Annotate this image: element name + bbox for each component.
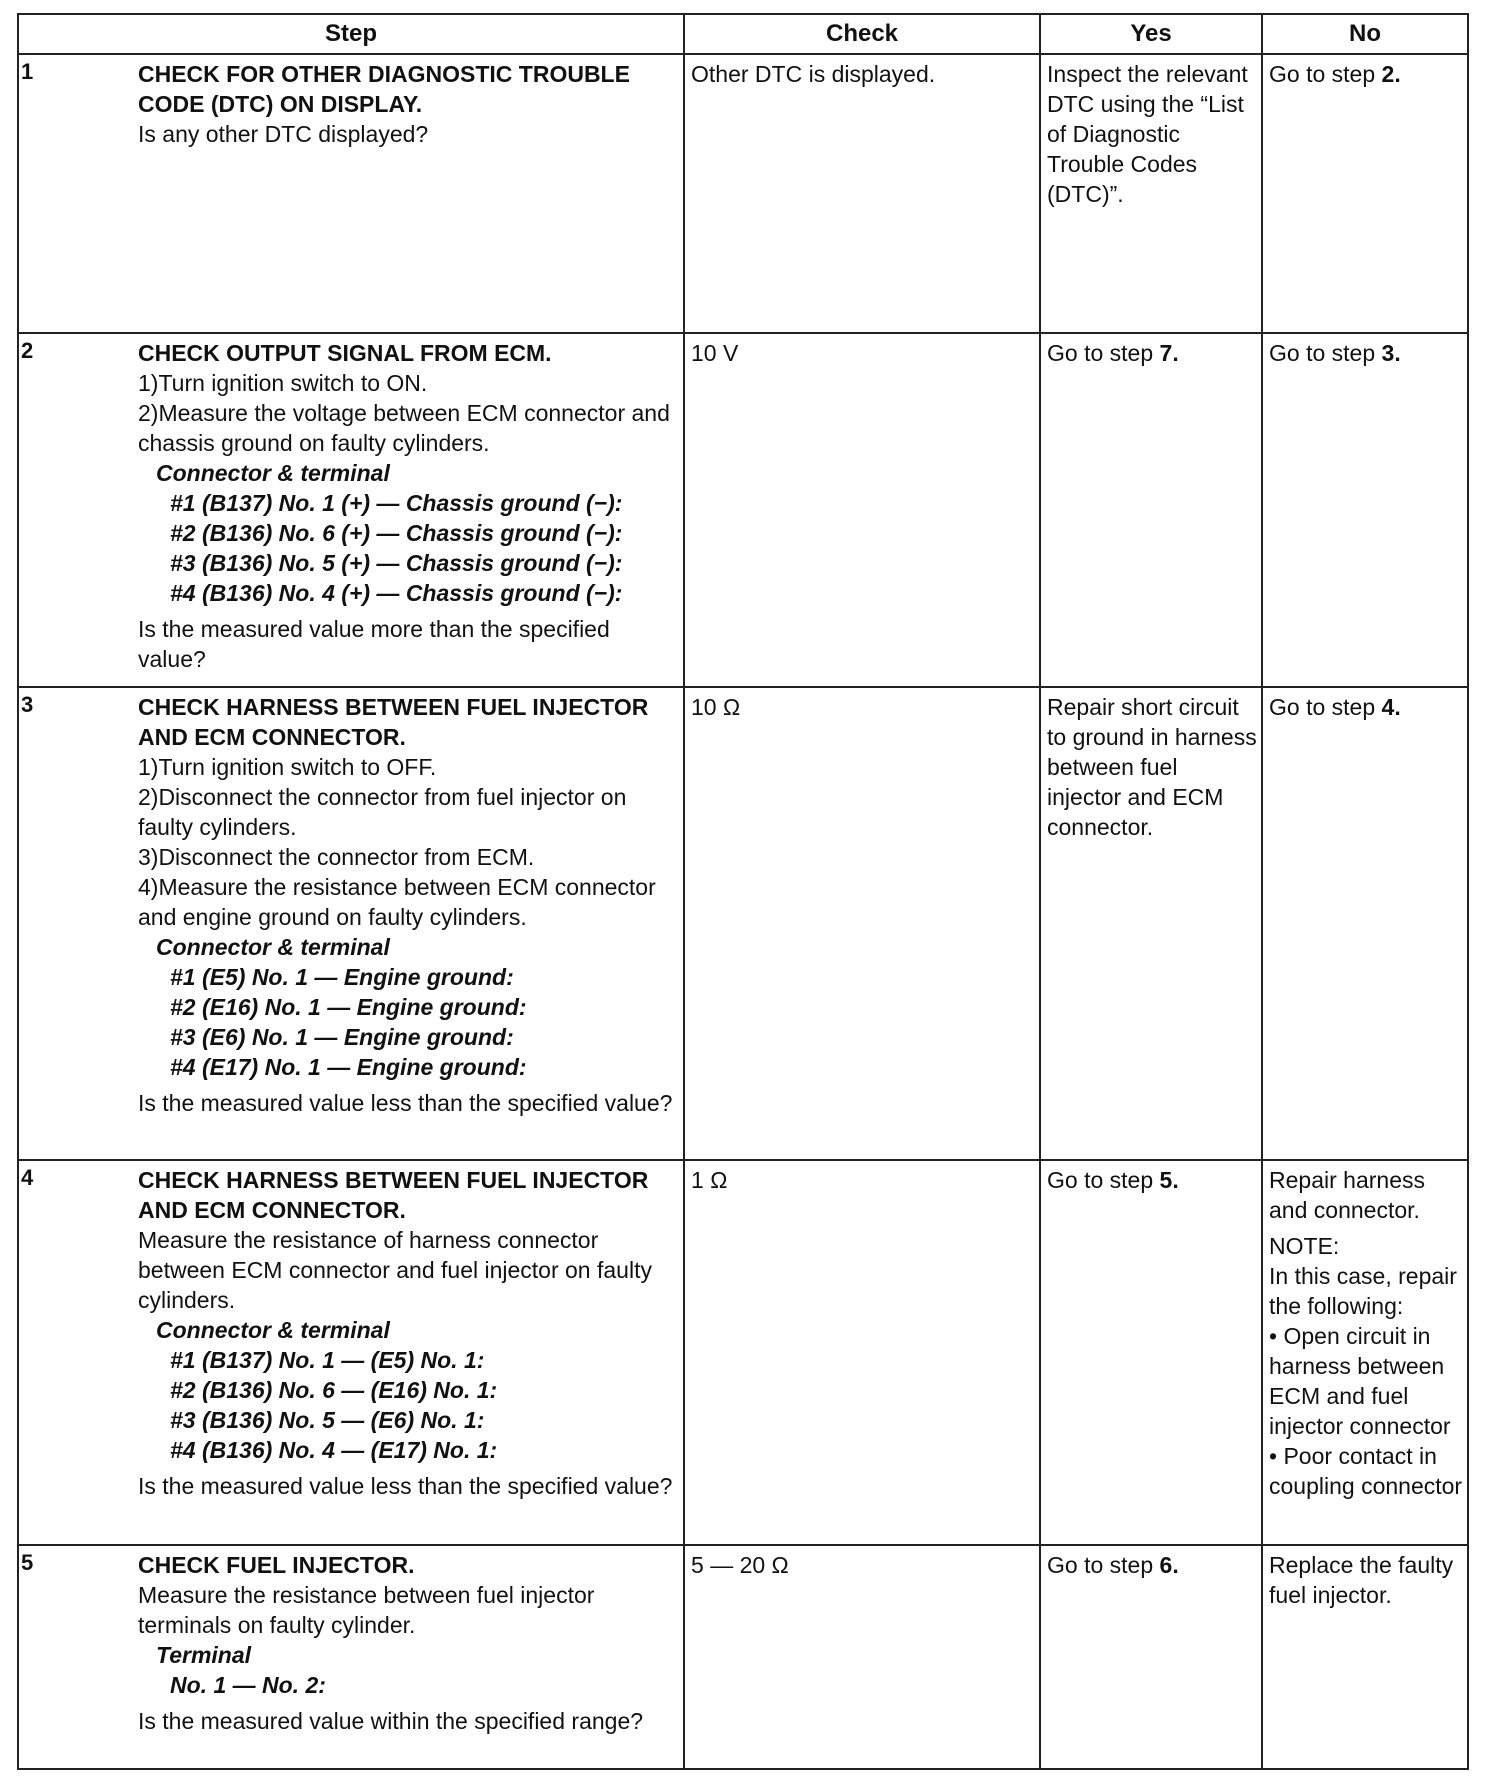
check-cell: 10 V bbox=[684, 333, 1040, 687]
connector-item: #4 (B136) No. 4 (+) — Chassis ground (−): bbox=[170, 580, 623, 607]
check-cell: Other DTC is displayed. bbox=[684, 54, 1040, 333]
connector-label: Connector & terminal bbox=[156, 460, 390, 487]
connector-item: #1 (B137) No. 1 (+) — Chassis ground (−): bbox=[170, 490, 623, 517]
no-cell bbox=[1262, 54, 1468, 333]
yes-prefix: Go to step bbox=[1047, 1552, 1154, 1578]
step-question: Is the measured value less than the specified value? bbox=[138, 1473, 673, 1500]
header-check: Check bbox=[684, 14, 1040, 54]
step-number: 5 bbox=[18, 1545, 136, 1769]
step-title: CHECK HARNESS BETWEEN FUEL INJECTOR AND ECM CONNECTOR. bbox=[138, 1167, 649, 1224]
connector-item: #1 (B137) No. 1 — (E5) No. 1: bbox=[170, 1347, 485, 1374]
step-line: 4)Measure the resistance between ECM connector and engine ground on faulty cylinders. bbox=[138, 874, 656, 930]
bullet-item: • Poor contact in coupling connector bbox=[1269, 1441, 1463, 1501]
step-description bbox=[136, 1160, 684, 1545]
step-line: Measure the resistance of harness connector between ECM connector and fuel injector on faulty cylinders. bbox=[138, 1227, 652, 1314]
step-line: 2)Measure the voltage between ECM connector and chassis ground on faulty cylinders. bbox=[138, 400, 670, 457]
yes-step-ref: 6. bbox=[1159, 1552, 1179, 1578]
header-no: No bbox=[1262, 14, 1468, 54]
no-step-ref: 3. bbox=[1381, 340, 1401, 367]
note-text: In this case, repair the following: bbox=[1269, 1263, 1457, 1320]
table-row bbox=[18, 687, 1468, 1160]
step-line: Measure the resistance between fuel injector terminals on faulty cylinder. bbox=[138, 1582, 595, 1638]
yes-step-ref: 5. bbox=[1159, 1167, 1179, 1194]
step-description bbox=[136, 333, 684, 687]
step-description bbox=[136, 1545, 684, 1769]
no-prefix: Go to step bbox=[1269, 340, 1376, 367]
step-number: 1 bbox=[18, 54, 136, 333]
no-text: Repair harness and connector. bbox=[1269, 1167, 1425, 1224]
no-cell bbox=[1262, 333, 1468, 687]
step-line: 2)Disconnect the connector from fuel injector on faulty cylinders. bbox=[138, 784, 627, 840]
step-line: 3)Disconnect the connector from ECM. bbox=[138, 844, 535, 870]
header-row bbox=[18, 14, 1468, 54]
connector-item: #2 (E16) No. 1 — Engine ground: bbox=[170, 994, 527, 1020]
yes-prefix: Go to step bbox=[1047, 340, 1154, 367]
bullet-item: • Open circuit in harness between ECM and fuel injector connector bbox=[1269, 1321, 1463, 1441]
step-number: 3 bbox=[18, 687, 136, 1160]
connector-item: #2 (B136) No. 6 (+) — Chassis ground (−): bbox=[170, 520, 623, 547]
yes-cell: Inspect the relevant DTC using the “List of Diagnostic Trouble Codes (DTC)”. bbox=[1040, 54, 1262, 333]
yes-cell bbox=[1040, 333, 1262, 687]
header-yes: Yes bbox=[1040, 14, 1262, 54]
step-number: 4 bbox=[18, 1160, 136, 1545]
no-step-ref: 4. bbox=[1381, 694, 1401, 720]
yes-cell bbox=[1040, 1545, 1262, 1769]
connector-item: #3 (E6) No. 1 — Engine ground: bbox=[170, 1024, 514, 1050]
step-line: Is any other DTC displayed? bbox=[138, 121, 429, 147]
no-cell bbox=[1262, 687, 1468, 1160]
no-prefix: Go to step bbox=[1269, 61, 1376, 87]
connector-item: #3 (B136) No. 5 — (E6) No. 1: bbox=[170, 1407, 485, 1434]
note-label: NOTE: bbox=[1269, 1233, 1340, 1260]
connector-item: #1 (E5) No. 1 — Engine ground: bbox=[170, 964, 514, 990]
table-row bbox=[18, 1160, 1468, 1545]
step-question: Is the measured value within the specified range? bbox=[138, 1708, 644, 1734]
step-title: CHECK HARNESS BETWEEN FUEL INJECTOR AND ECM CONNECTOR. bbox=[138, 694, 649, 750]
check-cell: 1 Ω bbox=[684, 1160, 1040, 1545]
step-title: CHECK OUTPUT SIGNAL FROM ECM. bbox=[138, 340, 552, 367]
connector-item: #3 (B136) No. 5 (+) — Chassis ground (−): bbox=[170, 550, 623, 577]
no-step-ref: 2. bbox=[1381, 61, 1401, 87]
connector-item: #2 (B136) No. 6 — (E16) No. 1: bbox=[170, 1377, 498, 1404]
connector-item: #4 (B136) No. 4 — (E17) No. 1: bbox=[170, 1437, 498, 1464]
step-line: 1)Turn ignition switch to OFF. bbox=[138, 754, 437, 780]
header-step: Step bbox=[18, 14, 684, 54]
yes-prefix: Go to step bbox=[1047, 1167, 1154, 1194]
step-line: 1)Turn ignition switch to ON. bbox=[138, 370, 428, 397]
check-cell: 10 Ω bbox=[684, 687, 1040, 1160]
step-question: Is the measured value less than the specified value? bbox=[138, 1090, 673, 1116]
step-title: CHECK FUEL INJECTOR. bbox=[138, 1552, 415, 1578]
diagnostic-table bbox=[17, 13, 1469, 1770]
terminal-item: No. 1 — No. 2: bbox=[170, 1672, 326, 1698]
table-row bbox=[18, 54, 1468, 333]
step-number: 2 bbox=[18, 333, 136, 687]
step-description bbox=[136, 54, 684, 333]
table-row bbox=[18, 333, 1468, 687]
check-cell: 5 — 20 Ω bbox=[684, 1545, 1040, 1769]
step-description bbox=[136, 687, 684, 1160]
yes-cell bbox=[1040, 1160, 1262, 1545]
yes-cell: Repair short circuit to ground in harness between fuel injector and ECM connector. bbox=[1040, 687, 1262, 1160]
connector-item: #4 (E17) No. 1 — Engine ground: bbox=[170, 1054, 527, 1080]
no-cell: Replace the faulty fuel injector. bbox=[1262, 1545, 1468, 1769]
table-row bbox=[18, 1545, 1468, 1769]
no-cell bbox=[1262, 1160, 1468, 1545]
yes-step-ref: 7. bbox=[1159, 340, 1179, 367]
no-prefix: Go to step bbox=[1269, 694, 1376, 720]
step-question: Is the measured value more than the specified value? bbox=[138, 616, 610, 673]
terminal-label: Terminal bbox=[156, 1642, 252, 1668]
step-title: CHECK FOR OTHER DIAGNOSTIC TROUBLE CODE (DTC) ON DISPLAY. bbox=[138, 61, 630, 117]
connector-label: Connector & terminal bbox=[156, 1317, 390, 1344]
connector-label: Connector & terminal bbox=[156, 934, 390, 960]
